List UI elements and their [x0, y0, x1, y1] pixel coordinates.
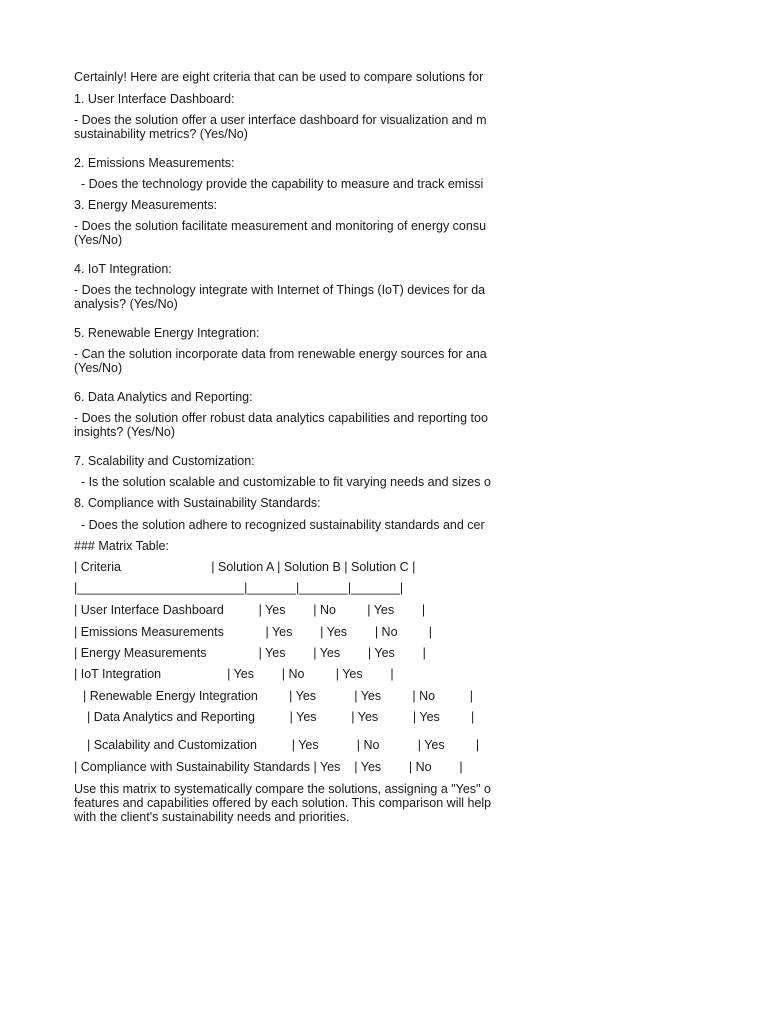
- closing-text: with the client's sustainability needs and priorities.: [74, 810, 350, 824]
- criterion-heading: 2. Emissions Measurements:: [74, 156, 235, 170]
- criterion-question: - Does the solution facilitate measurement and monitoring of energy consu: [74, 219, 487, 233]
- criterion-heading: 8. Compliance with Sustainability Standards:: [74, 496, 321, 510]
- matrix-row: | Energy Measurements | Yes | Yes | Yes |: [74, 646, 426, 660]
- matrix-row: | Renewable Energy Integration | Yes | Yes | No |: [83, 689, 474, 703]
- closing-text: Use this matrix to systematically compare the solutions, assigning a "Yes" o: [74, 782, 491, 796]
- criterion-question: - Does the solution adhere to recognized sustainability standards and cer: [74, 518, 485, 532]
- criterion-heading: 1. User Interface Dashboard:: [74, 92, 235, 106]
- criterion-question: - Does the solution offer robust data analytics capabilities and reporting too: [74, 411, 488, 425]
- matrix-row: | Emissions Measurements | Yes | Yes | No |: [74, 625, 433, 639]
- criterion-question: - Can the solution incorporate data from renewable energy sources for ana: [74, 347, 487, 361]
- criterion-question: - Does the technology integrate with Internet of Things (IoT) devices for da: [74, 283, 486, 297]
- criterion-heading: 5. Renewable Energy Integration:: [74, 326, 260, 340]
- closing-text: features and capabilities offered by each solution. This comparison will help: [74, 796, 492, 810]
- intro-text: Certainly! Here are eight criteria that can be used to compare solutions for: [74, 70, 484, 84]
- criterion-question: (Yes/No): [74, 361, 123, 375]
- criterion-question: sustainability metrics? (Yes/No): [74, 127, 248, 141]
- criterion-question: - Is the solution scalable and customizable to fit varying needs and sizes o: [74, 475, 491, 489]
- criterion-heading: 3. Energy Measurements:: [74, 198, 218, 212]
- criterion-question: - Does the technology provide the capability to measure and track emissi: [74, 177, 484, 191]
- criterion-heading: 4. IoT Integration:: [74, 262, 172, 276]
- matrix-row: | Data Analytics and Reporting | Yes | Yes | Yes |: [87, 710, 475, 724]
- criterion-heading: 6. Data Analytics and Reporting:: [74, 390, 253, 404]
- criterion-question: analysis? (Yes/No): [74, 297, 178, 311]
- criterion-question: - Does the solution offer a user interface dashboard for visualization and m: [74, 113, 487, 127]
- criterion-question: (Yes/No): [74, 233, 123, 247]
- matrix-row: | Scalability and Customization | Yes | No | Yes |: [87, 738, 480, 752]
- matrix-row: | User Interface Dashboard | Yes | No | Yes |: [74, 603, 426, 617]
- matrix-heading: ### Matrix Table:: [74, 539, 169, 553]
- matrix-row: | IoT Integration | Yes | No | Yes |: [74, 667, 394, 681]
- matrix-separator: |________________________|_______|_______|_______|: [74, 581, 404, 595]
- matrix-header-row: | Criteria | Solution A | Solution B | Solution C |: [74, 560, 416, 574]
- matrix-row: | Compliance with Sustainability Standards | Yes | Yes | No |: [74, 760, 463, 774]
- criterion-question: insights? (Yes/No): [74, 425, 175, 439]
- criterion-heading: 7. Scalability and Customization:: [74, 454, 255, 468]
- document-page: [74, 0, 493, 1024]
